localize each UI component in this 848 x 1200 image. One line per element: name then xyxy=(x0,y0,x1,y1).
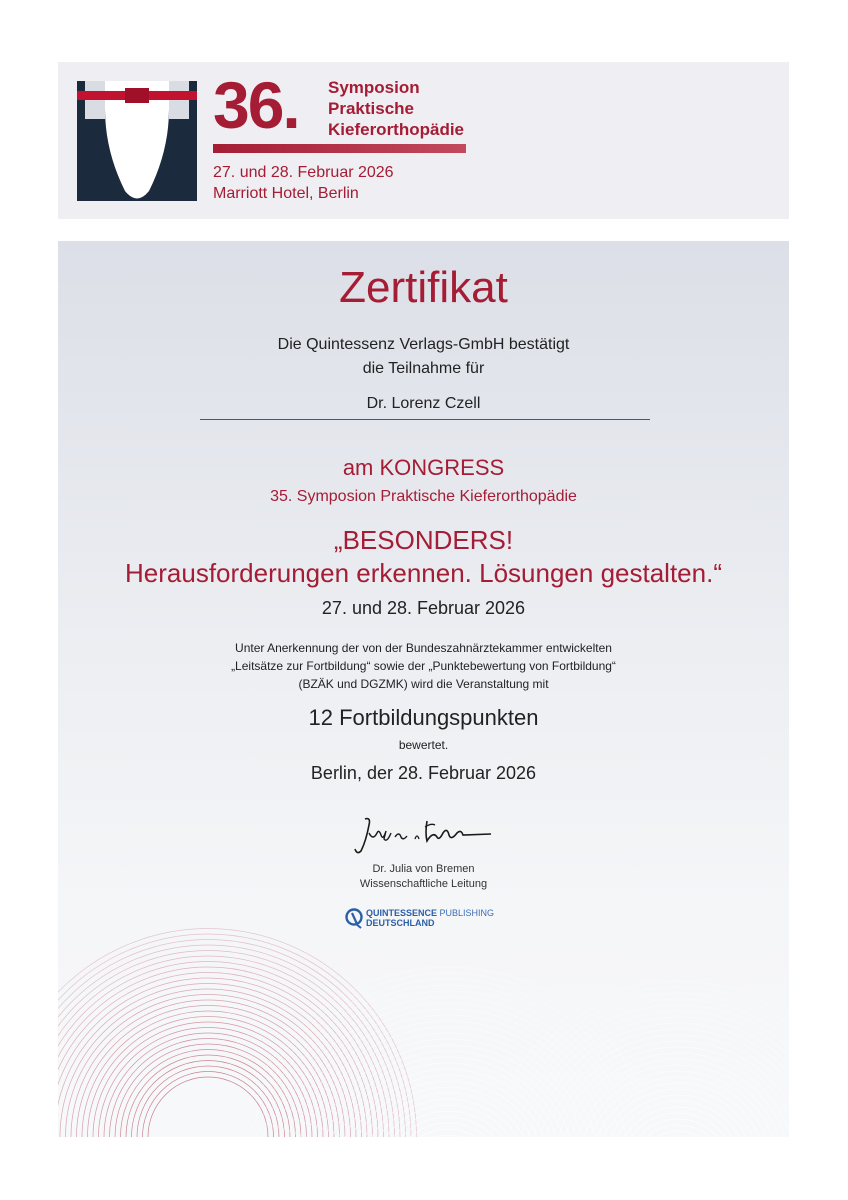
event-info xyxy=(213,162,394,204)
decorative-ring xyxy=(121,1050,296,1138)
event-dates: 27. und 28. Februar 2026 xyxy=(213,164,394,181)
decorative-ring xyxy=(614,1107,742,1137)
decorative-ring xyxy=(126,1055,290,1137)
tuxedo-shirt-icon xyxy=(77,81,197,201)
signature-image xyxy=(351,811,496,861)
decorative-ring xyxy=(58,967,378,1137)
decorative-ring xyxy=(360,1093,536,1137)
decorative-ring xyxy=(288,1021,608,1137)
recognition-line: „Leitsätze zur Fortbildung“ sowie der „Punktebewertung von Fortbildung“ xyxy=(231,659,616,673)
decorative-ring xyxy=(110,1039,307,1138)
event-motto xyxy=(58,524,789,590)
confirmation-line: Die Quintessenz Verlags-GmbH bestätigt xyxy=(277,336,570,353)
publisher-name: QUINTESSENCE xyxy=(366,908,438,918)
event-name: 35. Symposion Praktische Kieferorthopädie xyxy=(270,488,577,505)
place-date: Berlin, der 28. Februar 2026 xyxy=(310,763,537,783)
publisher-name-light: PUBLISHING xyxy=(439,908,495,918)
decorative-ring xyxy=(104,1033,312,1137)
event-venue: Marriott Hotel, Berlin xyxy=(213,185,359,202)
decorative-ring xyxy=(354,1087,542,1137)
certificate-panel xyxy=(58,241,789,1137)
decorative-ring xyxy=(402,1135,494,1137)
motto-line: Herausforderungen erkennen. Lösungen gestalten.“ xyxy=(125,558,722,588)
certificate-title: Zertifikat xyxy=(339,263,508,312)
symposium-line: Symposion xyxy=(328,78,420,97)
publisher-country: DEUTSCHLAND xyxy=(366,918,435,928)
decorative-ring xyxy=(578,1071,778,1137)
decorative-ring xyxy=(252,985,644,1137)
decorative-ring xyxy=(71,1000,345,1137)
decorative-ring xyxy=(590,1083,766,1137)
recognition-line: Unter Anerkennung der von der Bundeszahnärztekammer entwickelten xyxy=(235,641,612,655)
participant-name: Dr. Lorenz Czell xyxy=(366,395,481,412)
edition-number: 36. xyxy=(213,68,299,142)
decorative-ring xyxy=(58,962,384,1138)
symposium-line: Praktische xyxy=(328,99,414,118)
title-underline-bar xyxy=(213,144,466,153)
certificate-event-dates: 27. und 28. Februar 2026 xyxy=(321,598,526,618)
publisher-logo xyxy=(344,907,514,929)
rated-text: bewertet. xyxy=(398,738,449,752)
signer-name: Dr. Julia von Bremen xyxy=(372,863,475,875)
signer-block xyxy=(58,862,789,892)
decorative-ring xyxy=(294,1027,602,1137)
publisher-wordmark xyxy=(366,908,494,928)
decorative-ring xyxy=(626,1119,730,1137)
decorative-ring xyxy=(542,1035,789,1137)
event-header xyxy=(58,62,789,219)
signer-role: Wissenschaftliche Leitung xyxy=(359,878,488,890)
decorative-ring xyxy=(240,973,656,1137)
confirmation-text xyxy=(58,333,789,381)
recognition-line: (BZÄK und DGZMK) wird die Veranstaltung mit xyxy=(298,677,549,691)
decorative-ring xyxy=(143,1072,274,1138)
motto-line: „BESONDERS! xyxy=(333,525,514,555)
confirmation-line: die Teilnahme für xyxy=(362,360,485,377)
decorative-ring xyxy=(148,1077,268,1137)
quintessence-q-icon xyxy=(344,907,364,929)
event-type: am KONGRESS xyxy=(342,455,505,480)
credit-points: 12 Fortbildungspunkten xyxy=(308,705,539,730)
symposium-title xyxy=(328,77,464,140)
recognition-text xyxy=(58,639,789,693)
name-underline xyxy=(200,419,650,420)
symposium-line: Kieferorthopädie xyxy=(328,120,465,139)
